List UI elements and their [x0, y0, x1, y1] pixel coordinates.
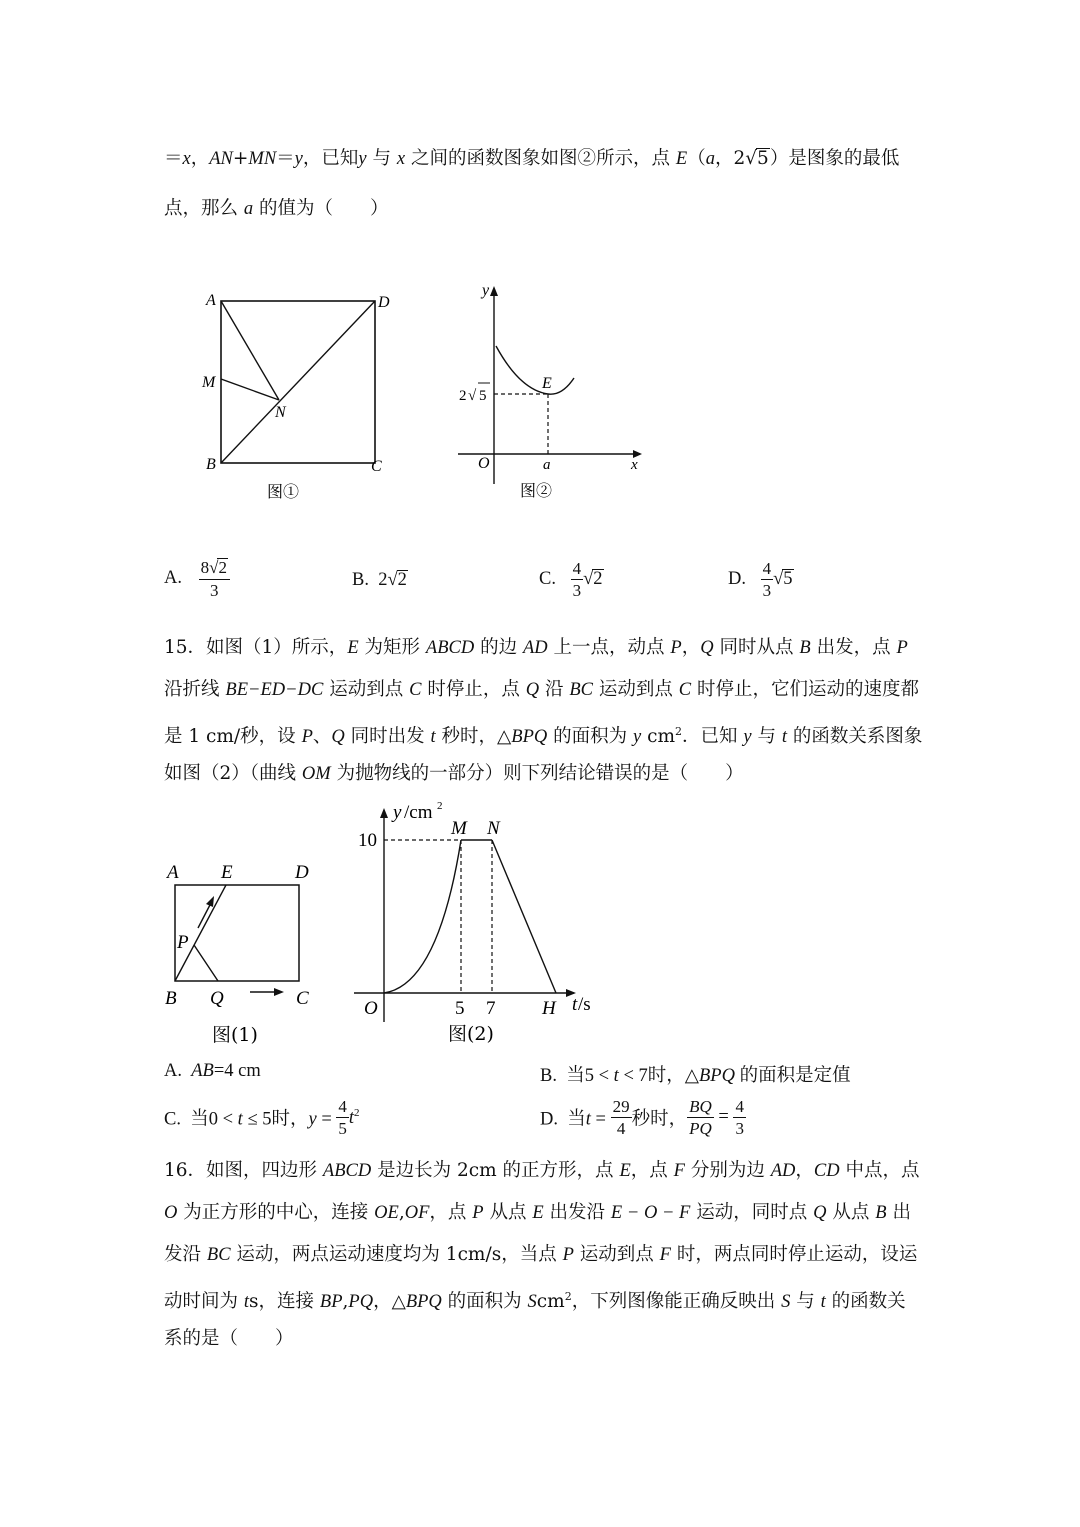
q16-line-1: 16．如图，四边形 ABCD 是边长为 2cm 的正方形，点 E，点 F 分别为边 AD，CD 中点，点 [164, 1160, 920, 1181]
label-d: D [378, 294, 390, 311]
label-2root5-root: 5 [479, 388, 487, 404]
q16-line-3: 发沿 BC 运动，两点运动速度均为 1cm/s，当点 P 运动到点 F 时，两点同时停止运动，设运 [164, 1244, 918, 1265]
q14-option-b[interactable]: B. 2√2 [352, 570, 407, 590]
label-o: O [364, 998, 378, 1019]
label-x: x [631, 457, 638, 473]
caption-fig1: 图(1) [212, 1024, 258, 1046]
label-o: O [478, 455, 490, 472]
q14-figure-2 [450, 278, 650, 506]
label-q: Q [210, 988, 224, 1009]
label-t: t [572, 994, 578, 1015]
label-a: A [206, 292, 216, 309]
q15-option-c[interactable]: C. 当0 < t ≤ 5时，y = $\frac{4}{5}$ $t^2$ [164, 1097, 360, 1138]
q15-option-a[interactable]: A. AB=4 cm [164, 1061, 261, 1081]
label-m: M [451, 818, 467, 839]
arrow-p-head [206, 896, 214, 907]
q15-option-b[interactable]: B. 当5 < t < 7时，△BPQ 的面积是定值 [540, 1066, 851, 1086]
label-y-unit: /cm [404, 802, 433, 823]
label-e: E [542, 375, 552, 392]
q16-line-2: O 为正方形的中心，连接 OE,OF，点 P 从点 E 出发沿 E − O − F 运动，同时点 Q 从点 B 出 [164, 1202, 911, 1223]
q15-line-4: 如图（2）（曲线 OM 为抛物线的一部分）则下列结论错误的是（ ） [164, 763, 744, 784]
label-e: E [221, 862, 233, 883]
label-b: B [206, 456, 216, 473]
diagonal-bd [221, 301, 375, 463]
label-y-unit-sup: 2 [437, 800, 443, 812]
q14-option-a[interactable]: A. $\frac{8√2}{3}$ [164, 558, 230, 599]
label-c: C [371, 458, 382, 475]
q14-line-1: ＝x，AN+MN＝y，已知y 与 x 之间的函数图象如图②所示，点 E（a，2√5）是图象的最低 [164, 148, 900, 169]
label-a: A [167, 862, 179, 883]
label-2root5-coef: 2 [459, 388, 467, 404]
q15-line-3: 是 1 cm/秒，设 P、Q 同时出发 t 秒时，△BPQ 的面积为 y $cm^2$．已知 y 与 t 的函数关系图象 [164, 725, 923, 748]
q16-line-5: 系的是（ ） [164, 1328, 294, 1349]
label-n: N [275, 404, 286, 421]
caption-fig1: 图① [267, 482, 300, 501]
label-a-tick: a [543, 457, 551, 473]
label-y: y [393, 802, 402, 823]
arrow-q-head [274, 988, 284, 996]
y-axis-arrow [380, 808, 388, 818]
label-b: B [165, 988, 177, 1009]
label-t-unit: /s [578, 994, 591, 1015]
q14-line-2: 点，那么 a 的值为（ ） [164, 198, 389, 219]
label-n: N [487, 818, 500, 839]
function-curve [496, 346, 574, 394]
q15-figure-2 [346, 800, 606, 1052]
label-m: M [202, 374, 216, 391]
q15-option-d[interactable]: D. 当t = $\frac{29}{4}$ 秒时， $\frac{BQ}{PQ}$ = $\frac{4}{3}$ [540, 1097, 744, 1138]
tick-t5: 5 [455, 998, 465, 1019]
q15-line-2: 沿折线 BE−ED−DC 运动到点 C 时停止，点 Q 沿 BC 运动到点 C 时停止，它们运动的速度都 [164, 679, 919, 700]
q15-figure-1 [160, 856, 330, 1052]
label-d: D [295, 862, 309, 883]
tick-y10: 10 [358, 830, 377, 851]
caption-fig2: 图(2) [448, 1023, 494, 1045]
q16-line-4: 动时间为 ts，连接 BP,PQ，△BPQ 的面积为 Scm$^2$，下列图像能正确反映出 S 与 t 的函数关 [164, 1290, 906, 1313]
segment-an [221, 301, 279, 400]
label-y: y [482, 282, 490, 299]
y-axis-arrow [490, 286, 498, 296]
rectangle-abcd [175, 885, 299, 981]
q14-option-d[interactable]: D. $\frac{4}{3}$ √5 [728, 559, 793, 600]
segment-pq [194, 945, 218, 981]
caption-fig2: 图② [520, 481, 553, 500]
parabola-om [384, 840, 461, 993]
label-h: H [542, 998, 556, 1019]
tick-t7: 7 [486, 998, 496, 1019]
q14-option-c[interactable]: C. $\frac{4}{3}$ √2 [539, 559, 603, 600]
label-p: P [177, 932, 189, 953]
q14-figure-1 [195, 285, 405, 505]
segment-mn [221, 379, 279, 400]
segment-nh [492, 840, 556, 993]
label-2root5-radical: √ [468, 388, 477, 404]
q15-line-1: 15．如图（1）所示，E 为矩形 ABCD 的边 AD 上一点，动点 P，Q 同时从点 B 出发，点 P [164, 637, 908, 658]
label-c: C [296, 988, 309, 1009]
